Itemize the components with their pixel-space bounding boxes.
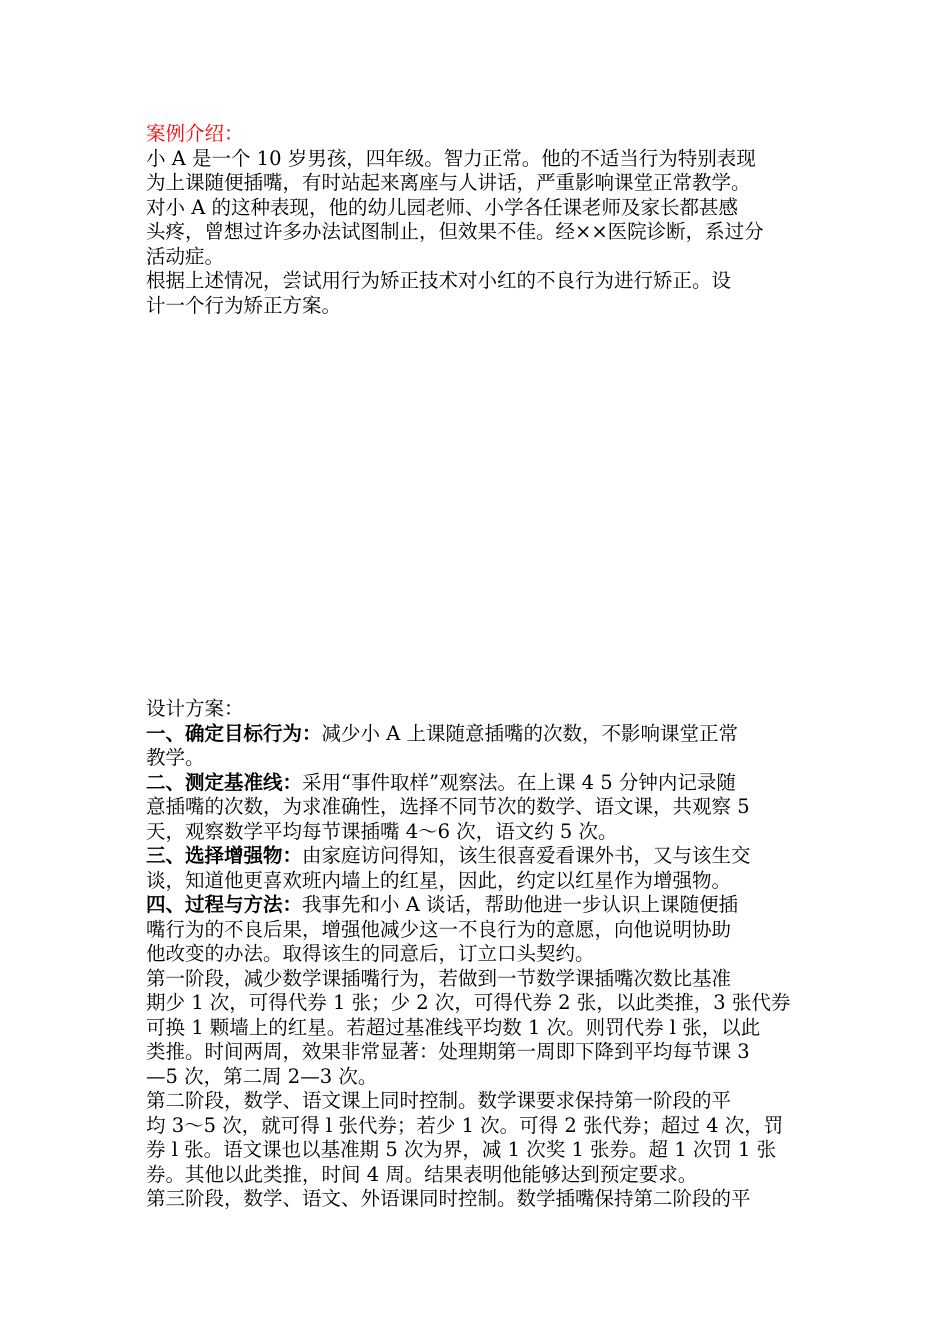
phase-1-line: 可换 1 颗墙上的红星。若超过基准线平均数 1 次。则罚代券 l 张，以此 [146, 1015, 761, 1039]
section-1-line [146, 722, 811, 747]
phase-1-line: 类推。时间两周，效果非常显著：处理期第一周即下降到平均每节课 3 [146, 1040, 750, 1063]
phase-1-line: —5 次，第二周 2—3 次。 [146, 1064, 378, 1088]
section-2-text: 采用“事件取样”观察法。在上课 4 5 分钟内记录随 [302, 770, 736, 794]
case-title: 案例介绍： [146, 122, 244, 145]
case-line: 计一个行为矫正方案。 [146, 293, 342, 317]
phase-1-line: 期少 1 次，可得代券 1 张；少 2 次，可得代券 2 张，以此类推，3 张代券 [146, 991, 791, 1014]
section-4-heading: 四、过程与方法： [146, 893, 303, 916]
section-4-line [146, 893, 811, 918]
phase-3-line: 第三阶段，数学、语文、外语课同时控制。数学插嘴保持第二阶段的平 [146, 1187, 751, 1210]
section-3-line [146, 844, 811, 869]
section-3-text: 由家庭访问得知，该生很喜爱看课外书，又与该生交 [302, 844, 751, 867]
section-4-text: 我事先和小 A 谈话，帮助他进一步认识上课随便插 [302, 893, 738, 916]
section-2-line: 天，观察数学平均每节课插嘴 4～6 次，语文约 5 次。 [146, 819, 618, 843]
design-plan [146, 697, 811, 1212]
section-2-line: 意插嘴的次数，为求准确性，选择不同节次的数学、语文课，共观察 5 [146, 795, 750, 818]
section-3-line: 谈，知道他更喜欢班内墙上的红星，因此，约定以红星作为增强物。 [146, 868, 732, 892]
case-line: 小 A 是一个 10 岁男孩，四年级。智力正常。他的不适当行为特别表现 [146, 146, 756, 170]
section-4-line: 嘴行为的不良后果，增强他减少这一不良行为的意愿，向他说明协助 [146, 917, 732, 941]
section-3-heading: 三、选择增强物： [146, 844, 303, 867]
phase-2-line: 券 l 张。语文课也以基准期 5 次为界，减 1 次奖 1 张券。超 1 次罚 1 张 [146, 1138, 777, 1161]
section-1-line: 教学。 [146, 746, 205, 769]
section-4-line: 他改变的办法。取得该生的同意后，订立口头契约。 [146, 942, 595, 965]
phase-2-line: 均 3～5 次，就可得 l 张代券；若少 1 次。可得 2 张代券；超过 4 次，罚 [146, 1113, 784, 1137]
section-1-text: 减少小 A 上课随意插嘴的次数，不影响课堂正常 [321, 721, 738, 745]
case-line: 为上课随便插嘴，有时站起来离座与人讲话，严重影响课堂正常教学。 [146, 171, 751, 194]
phase-2-line: 券。其他以此类推，时间 4 周。结果表明他能够达到预定要求。 [146, 1162, 698, 1186]
case-line: 根据上述情况，尝试用行为矫正技术对小红的不良行为进行矫正。设 [146, 269, 732, 292]
section-1-heading: 一、确定目标行为： [146, 721, 322, 745]
case-line: 头疼，曾想过许多办法试图制止，但效果不佳。经××医院诊断，系过分 [146, 220, 764, 243]
section-2-line [146, 771, 811, 796]
section-2-heading: 二、测定基准线： [146, 770, 303, 794]
design-title: 设计方案： [146, 697, 244, 720]
phase-2-line: 第二阶段，数学、语文课上同时控制。数学课要求保持第一阶段的平 [146, 1089, 732, 1112]
case-introduction [146, 122, 811, 318]
phase-1-line: 第一阶段，减少数学课插嘴行为，若做到一节数学课插嘴次数比基准 [146, 966, 732, 990]
case-line: 活动症。 [146, 244, 225, 268]
case-line: 对小 A 的这种表现，他的幼儿园老师、小学各任课老师及家长都甚感 [146, 195, 738, 219]
